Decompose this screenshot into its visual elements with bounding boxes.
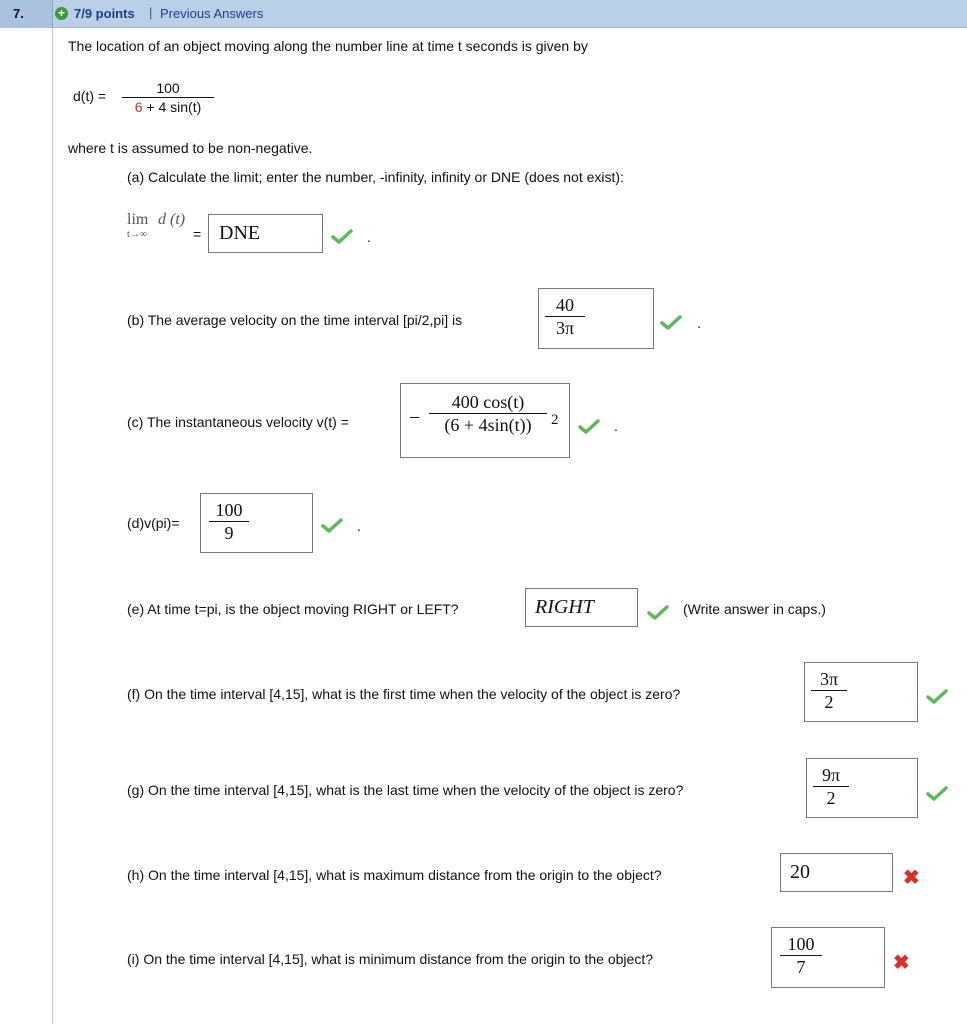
part-c-denominator: (6 + 4sin(t)) (444, 415, 532, 435)
limit-word: lim (127, 211, 149, 228)
formula-denominator (122, 98, 214, 117)
part-b-prompt: (b) The average velocity on the time interval [pi/2,pi] is (127, 312, 463, 328)
part-e-answer: RIGHT (535, 596, 594, 618)
part-g-prompt: (g) On the time interval [4,15], what is the last time when the velocity of the object is zero? (127, 782, 684, 798)
part-f-denominator: 2 (824, 692, 834, 712)
part-e-answer-box[interactable] (525, 588, 638, 627)
part-g-bar (813, 786, 849, 787)
previous-answers-link[interactable]: Previous Answers (160, 6, 264, 21)
formula-fraction (122, 80, 214, 117)
question-header (0, 0, 967, 28)
part-g-denominator: 2 (826, 788, 836, 808)
part-b-numerator: 40 (556, 295, 574, 315)
formula-lhs: d(t) = (73, 88, 107, 104)
part-c-fraction (429, 392, 547, 435)
part-c-prompt: (c) The instantaneous velocity v(t) = (127, 414, 349, 430)
limit-equals: = (193, 226, 202, 242)
question-number-cell (0, 0, 53, 28)
part-h-prompt: (h) On the time interval [4,15], what is maximum distance from the origin to the object? (127, 867, 662, 883)
part-d-dot: . (357, 518, 361, 534)
part-e-check-icon (647, 604, 669, 620)
formula-den-six: 6 (134, 99, 143, 115)
part-i-bar (780, 955, 822, 956)
part-b-answer-box[interactable] (538, 288, 654, 349)
limit-subscript: t→∞ (127, 229, 147, 240)
part-c-numerator: 400 cos(t) (451, 392, 525, 412)
part-f-numerator: 3π (819, 669, 839, 689)
part-f-bar (811, 690, 847, 691)
part-g-numerator: 9π (821, 765, 841, 785)
part-i-fraction (780, 934, 822, 977)
part-b-bar (545, 316, 585, 317)
part-d-fraction (209, 500, 249, 543)
expand-plus-icon[interactable]: + (55, 7, 68, 20)
points-label: 7/9 points (74, 6, 135, 21)
part-c-bar (429, 413, 547, 414)
problem-condition: where t is assumed to be non-negative. (68, 140, 313, 156)
part-a-answer: DNE (219, 222, 261, 244)
part-d-denominator: 9 (224, 523, 234, 543)
part-f-check-icon (926, 688, 948, 704)
part-e-note: (Write answer in caps.) (683, 601, 826, 617)
part-i-prompt: (i) On the time interval [4,15], what is minimum distance from the origin to the object? (127, 951, 654, 967)
part-f-prompt: (f) On the time interval [4,15], what is the first time when the velocity of the object is zero? (127, 686, 681, 702)
part-g-check-icon (926, 785, 948, 801)
part-c-negative: − (409, 407, 421, 429)
part-c-answer-box[interactable] (400, 383, 570, 458)
part-a-prompt: (a) Calculate the limit; enter the number, -infinity, infinity or DNE (does not exist): (127, 169, 624, 185)
part-e-prompt: (e) At time t=pi, is the object moving RIGHT or LEFT? (127, 601, 459, 617)
problem-intro: The location of an object moving along the number line at time t seconds is given by (68, 38, 588, 54)
question-number: 7. (13, 6, 24, 21)
part-d-prompt: (d)v(pi)= (127, 515, 180, 531)
part-h-answer: 20 (790, 861, 810, 883)
part-d-numerator: 100 (215, 500, 243, 520)
part-b-check-icon (660, 314, 682, 330)
part-i-answer-box[interactable] (771, 927, 885, 988)
part-c-exponent: 2 (551, 412, 559, 428)
left-rule (52, 28, 53, 1024)
part-i-numerator: 100 (787, 934, 815, 954)
formula-den-rest: + 4 sin(t) (146, 99, 202, 115)
part-b-denominator: 3π (555, 318, 575, 338)
part-b-fraction (545, 295, 585, 338)
part-d-check-icon (321, 517, 343, 533)
header-separator: | (149, 5, 153, 20)
part-h-cross-icon: ✖ (903, 867, 920, 889)
part-b-dot: . (697, 315, 701, 331)
part-g-fraction (813, 765, 849, 808)
part-d-answer-box[interactable] (200, 493, 313, 553)
part-f-answer-box[interactable] (804, 662, 918, 722)
part-i-denominator: 7 (796, 957, 806, 977)
part-f-fraction (811, 669, 847, 712)
part-c-check-icon (578, 418, 600, 434)
part-a-answer-box[interactable] (208, 214, 323, 253)
part-a-check-icon (331, 228, 353, 244)
part-g-answer-box[interactable] (806, 758, 918, 818)
part-i-cross-icon: ✖ (893, 952, 910, 974)
part-h-answer-box[interactable] (780, 853, 893, 892)
part-a-dot: . (367, 229, 371, 245)
part-c-dot: . (614, 418, 618, 434)
limit-function: d (t) (158, 211, 186, 228)
part-d-bar (209, 521, 249, 522)
formula-numerator: 100 (156, 80, 180, 96)
